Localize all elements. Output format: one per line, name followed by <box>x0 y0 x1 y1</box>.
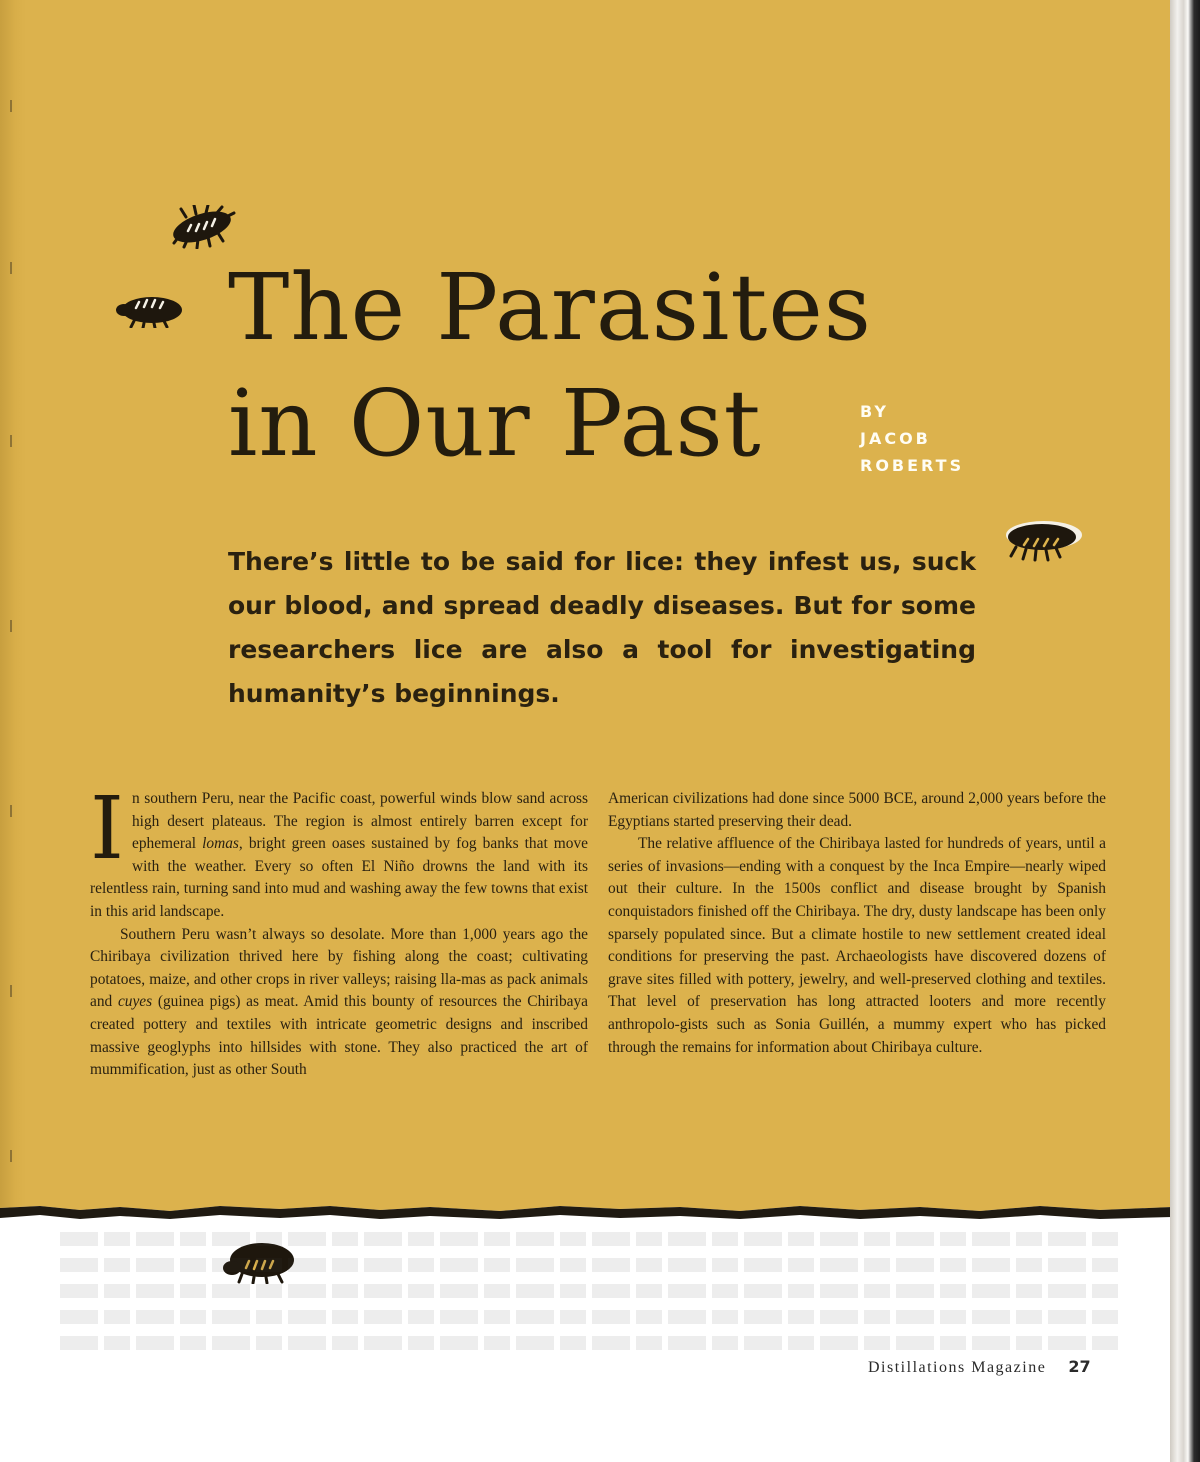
page-edge <box>1170 0 1200 1462</box>
title-line-1: The Parasites <box>228 254 873 361</box>
binding-stitch <box>10 435 17 447</box>
page-binding <box>0 0 26 1212</box>
binding-stitch <box>10 805 17 817</box>
body-column-right <box>608 788 1106 1059</box>
byline-prefix: BY <box>860 402 889 421</box>
binding-stitch <box>10 100 17 112</box>
binding-stitch <box>10 1150 17 1162</box>
author-first-name: JACOB <box>860 429 931 448</box>
body-paragraph: The relative affluence of the Chiribaya lasted for hundreds of years, until a series of invasions—ending with a conquest by the Inca Empire—nearly wiped out their culture. In the 1500s conflict and disease brought by Spanish conquistadors finished off the Chiribaya. The dry, dusty landscape has been only sparsely populated since. But a climate hostile to new settlement created ideal conditions for preserving the past. Archaeologists have discovered dozens of grave sites filled with pottery, jewelry, and well-preserved clothing and textiles. That level of preservation has long attracted looters and more recently anthropolo-gists such as Sonia Guillén, a mummy expert who has picked through the remains for information about Chiribaya culture. <box>608 835 1106 1056</box>
body-paragraph <box>90 779 588 924</box>
body-text-italic: cuyes <box>117 993 153 1011</box>
byline <box>860 398 1000 479</box>
body-text: , bright green oases sustained by fog banks that move with the weather. Every so often El Niño drowns the land with its relentless rain, turning sand into mud and washing away the few towns that exist in this arid landscape. <box>90 835 588 920</box>
louse-icon <box>1000 515 1090 563</box>
magazine-name: Distillations Magazine <box>868 1359 1047 1376</box>
torn-paper-edge <box>0 1200 1172 1230</box>
drop-cap: I <box>90 779 124 879</box>
body-text-italic: lomas <box>202 835 239 853</box>
binding-stitch <box>10 985 17 997</box>
article-deck: There’s little to be said for lice: they infest us, suck our blood, and spread deadly diseases. But for some researchers lice are also a tool for investigating humanity’s beginnings. <box>228 547 976 708</box>
author-last-name: ROBERTS <box>860 456 965 475</box>
title-line-2: in Our Past <box>228 370 762 477</box>
page-footer <box>868 1357 1118 1377</box>
louse-icon <box>166 205 240 249</box>
louse-icon <box>114 292 188 328</box>
body-paragraph: American civilizations had done since 5000 BCE, around 2,000 years before the Egyptians started preserving their dead. <box>608 790 1106 830</box>
body-column-left <box>90 779 588 1082</box>
show-through-text <box>60 1232 1120 1362</box>
body-text: Southern Peru wasn’t always so desolate. More than 1,000 years ago the Chiribaya civilization thrived here by fishing along the coast; cultivating potatoes, maize, and other crops in river valleys; raising lla-mas as pack animals and <box>90 925 588 1011</box>
binding-stitch <box>10 262 17 274</box>
binding-stitch <box>10 620 17 632</box>
body-text: n southern Peru, near the Pacific coast, powerful winds blow sand across high desert plateaus. The region is almost entirely barren except for ephemeral <box>131 790 588 853</box>
body-text: (guinea pigs) as meat. Amid this bounty of resources the Chiribaya created pottery and textiles with intricate geometric designs and inscribed massive geoglyphs into hillsides with stone. They also practiced the art of mummification, just as other South <box>90 993 588 1079</box>
body-paragraph <box>90 924 588 1082</box>
page-number: 27 <box>1068 1357 1091 1376</box>
